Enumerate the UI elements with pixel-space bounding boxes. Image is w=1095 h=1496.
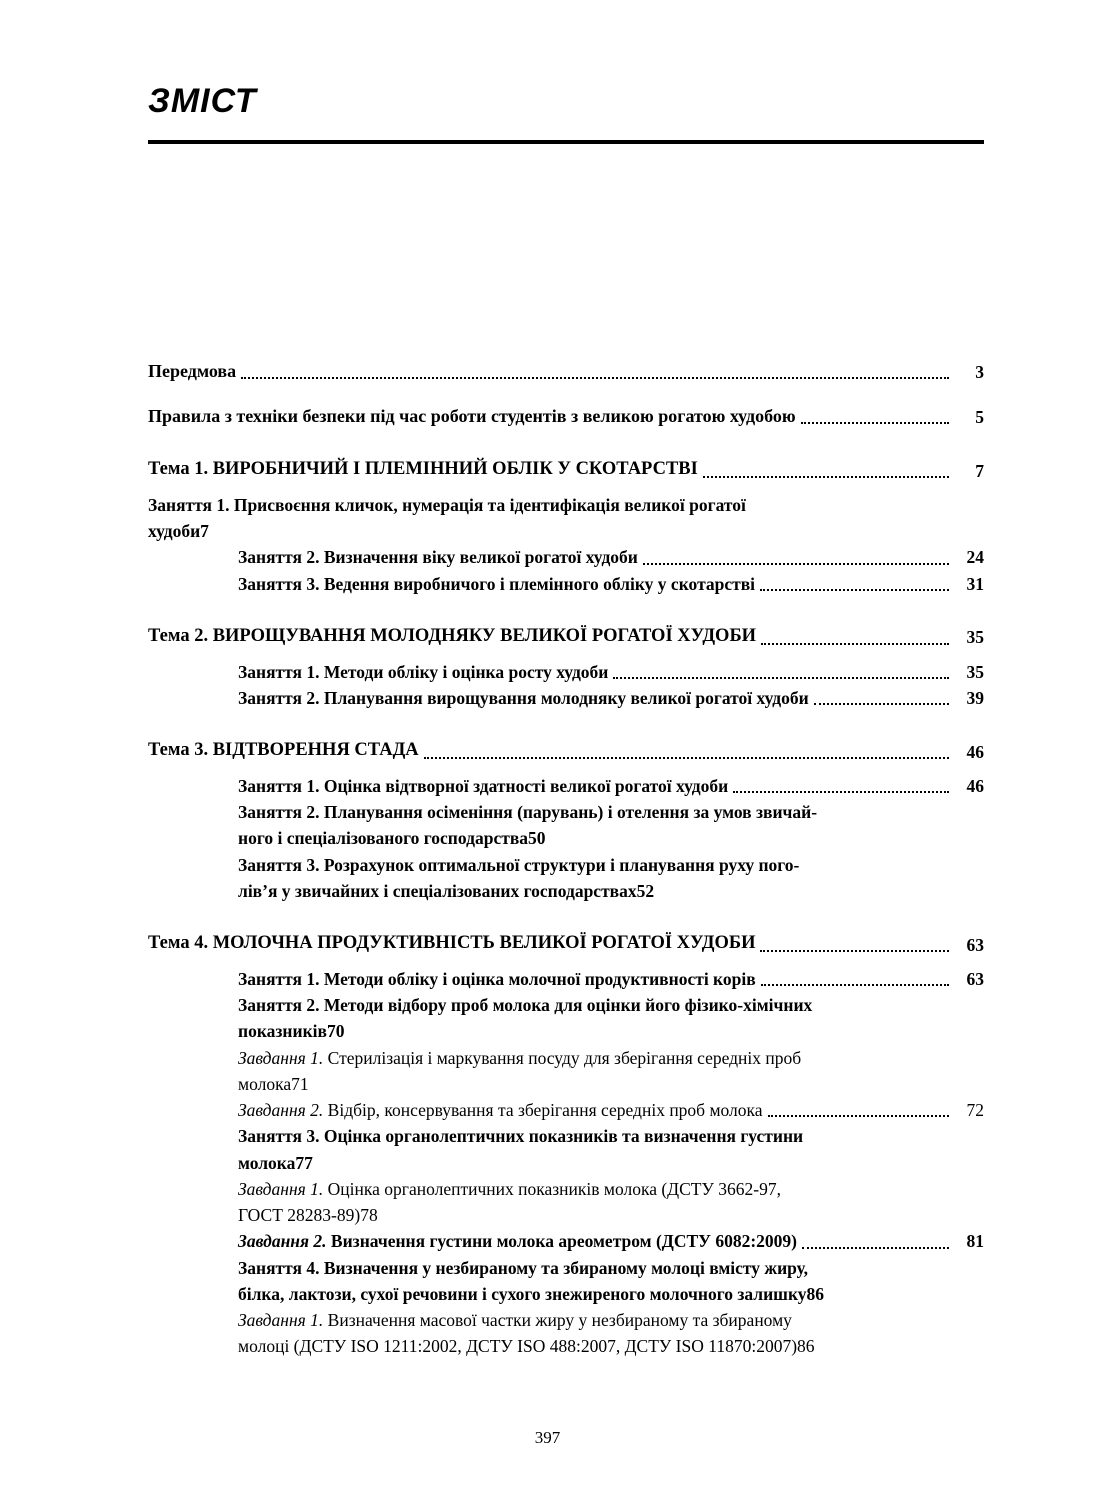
toc-entry-label: Правила з техніки безпеки під час роботи студентів з великою рогатою худобою bbox=[148, 406, 796, 426]
spacer bbox=[148, 651, 984, 659]
toc-page-number: 46 bbox=[966, 775, 984, 796]
toc-page-number: 35 bbox=[966, 627, 984, 648]
spacer bbox=[148, 765, 984, 773]
toc-entry[interactable] bbox=[148, 403, 984, 430]
toc-entry-task[interactable] bbox=[238, 1228, 984, 1254]
spacer bbox=[148, 597, 984, 623]
toc-page-number: 7 bbox=[200, 521, 209, 541]
toc-entry-lesson[interactable] bbox=[238, 966, 984, 992]
toc-entry-label: Заняття 3. Оцінка органолептичних показників та визначення густини bbox=[238, 1126, 804, 1147]
toc-entry-task[interactable] bbox=[238, 1097, 984, 1123]
toc-entry-lesson[interactable] bbox=[238, 544, 984, 570]
dot-leader bbox=[733, 790, 949, 793]
toc-page-number: 39 bbox=[966, 687, 984, 708]
toc-entry-label: Визначення масової частки жиру у незбираному та збираному bbox=[323, 1310, 792, 1330]
toc-entry-label: Заняття 2. Планування вирощування молодняку великої рогатої худоби bbox=[238, 687, 809, 708]
toc-entry-label: Заняття 2. Визначення віку великої рогатої худоби bbox=[238, 547, 638, 568]
toc-entry-label: Заняття 1. Методи обліку і оцінка молочної продуктивності корів bbox=[238, 968, 756, 989]
task-label: Завдання 1. bbox=[238, 1047, 324, 1068]
toc-entry-label-cont: худоби bbox=[148, 521, 201, 541]
toc-page-number: 24 bbox=[966, 547, 984, 568]
toc-entry-label: Тема 3. ВІДТВОРЕННЯ СТАДА bbox=[148, 740, 419, 760]
toc-entry-task[interactable] bbox=[238, 1176, 984, 1229]
task-label: Завдання 1. bbox=[238, 1178, 324, 1199]
dot-leader bbox=[760, 588, 949, 591]
toc-entry-lesson[interactable] bbox=[238, 659, 984, 685]
dot-leader bbox=[761, 983, 949, 986]
toc-entry-label: Визначення густини молока ареометром (ДСТУ 6082:2009) bbox=[326, 1231, 797, 1252]
toc-entry-label: Передмова bbox=[148, 361, 237, 381]
toc-entry-label: Заняття 3. Розрахунок оптимальної структури і планування руху пого- bbox=[238, 854, 800, 875]
toc-page-number: 63 bbox=[966, 934, 984, 955]
toc-entry-label: Заняття 1. Присвоєння кличок, нумерація та ідентифікація великої рогатої bbox=[148, 494, 746, 515]
spacer bbox=[148, 904, 984, 930]
toc-entry-theme[interactable] bbox=[148, 930, 984, 958]
toc-entry-label: Заняття 2. Методи відбору проб молока для оцінки його фізико-хімічних bbox=[238, 995, 813, 1015]
toc-page-number: 3 bbox=[975, 361, 984, 382]
task-label: Завдання 1. bbox=[238, 1310, 324, 1330]
toc-page-number: 77 bbox=[295, 1152, 313, 1173]
title-divider bbox=[148, 140, 984, 144]
toc-entry-label-cont: ного і спеціалізованого господарства bbox=[238, 828, 529, 849]
toc-entry-task[interactable] bbox=[238, 1307, 984, 1360]
toc-entry-lesson[interactable] bbox=[238, 571, 984, 597]
toc-entry-label-cont: молоці (ДСТУ ISO 1211:2002, ДСТУ ISO 488:2007, ДСТУ ISO 11870:2007) bbox=[238, 1336, 798, 1357]
toc-entry-label: Оцінка органолептичних показників молока (ДСТУ 3662-97, bbox=[323, 1178, 781, 1199]
toc-entry-lesson[interactable] bbox=[238, 773, 984, 799]
toc-entry-lesson[interactable] bbox=[238, 1255, 984, 1308]
toc-entry-theme[interactable] bbox=[148, 623, 984, 651]
toc-entry-label-cont: білка, лактози, сухої речовини і сухого знежиреного молочного залишку bbox=[238, 1283, 807, 1304]
toc-page-number: 71 bbox=[291, 1073, 309, 1094]
toc-page-number: 86 bbox=[806, 1283, 825, 1304]
toc-entry-label: Заняття 2. Планування осіменіння (парувань) і отелення за умов звичай- bbox=[238, 802, 818, 822]
toc-page-number: 63 bbox=[966, 968, 984, 989]
dot-leader bbox=[802, 1246, 949, 1249]
toc-entry-label: Заняття 1. Методи обліку і оцінка росту худоби bbox=[238, 661, 609, 682]
toc-entry-label: Відбір, консервування та зберігання середніх проб молока bbox=[323, 1100, 763, 1120]
task-label: Завдання 2. bbox=[238, 1100, 324, 1120]
toc-entry-label: Стерилізація і маркування посуду для зберігання середніх проб bbox=[323, 1047, 802, 1068]
toc-entry-lesson[interactable] bbox=[238, 1123, 984, 1176]
spacer bbox=[148, 430, 984, 456]
toc-page-number: 35 bbox=[966, 661, 984, 682]
toc-entry-theme[interactable] bbox=[148, 737, 984, 765]
toc-entry-task[interactable] bbox=[238, 1045, 984, 1098]
spacer bbox=[148, 958, 984, 966]
toc-entry-lesson[interactable] bbox=[238, 852, 984, 905]
spacer bbox=[148, 484, 984, 492]
toc-page-number: 46 bbox=[966, 741, 984, 762]
toc-page-number: 70 bbox=[327, 1021, 345, 1042]
toc-page-number: 5 bbox=[975, 406, 984, 427]
toc-entry-label-cont: молока bbox=[238, 1073, 292, 1094]
toc-entry-label-cont: молока bbox=[238, 1152, 296, 1173]
spacer bbox=[148, 711, 984, 737]
toc-entry-label-cont: ГОСТ 28283-89) bbox=[238, 1205, 361, 1225]
task-label: Завдання 2. bbox=[238, 1231, 327, 1252]
spacer bbox=[148, 385, 984, 403]
toc-entry-label: Заняття 1. Оцінка відтворної здатності великої рогатої худоби bbox=[238, 775, 729, 796]
dot-leader bbox=[761, 642, 949, 645]
toc-page-number: 86 bbox=[797, 1336, 815, 1357]
toc-page-number: 7 bbox=[975, 460, 984, 481]
dot-leader bbox=[643, 562, 949, 565]
dot-leader bbox=[760, 949, 949, 952]
toc-page-number: 72 bbox=[966, 1100, 984, 1120]
toc-entry-label: Заняття 3. Ведення виробничого і племінного обліку у скотарстві bbox=[238, 573, 756, 594]
toc-entry-lesson[interactable] bbox=[238, 799, 984, 852]
dot-leader bbox=[814, 702, 949, 705]
dot-leader bbox=[768, 1114, 949, 1117]
dot-leader bbox=[801, 421, 949, 424]
toc-entry-label-cont: лів’я у звичайних і спеціалізованих господарствах bbox=[238, 880, 637, 901]
dot-leader bbox=[613, 676, 949, 679]
table-of-contents bbox=[148, 358, 984, 1360]
toc-entry-label: Тема 4. МОЛОЧНА ПРОДУКТИВНІСТЬ ВЕЛИКОЇ РОГАТОЇ ХУДОБИ bbox=[148, 933, 756, 953]
toc-page-number: 52 bbox=[636, 880, 655, 901]
toc-entry-lesson[interactable] bbox=[148, 492, 984, 545]
page-title: ЗМІСТ bbox=[148, 82, 257, 120]
toc-entry-label: Тема 2. ВИРОЩУВАННЯ МОЛОДНЯКУ ВЕЛИКОЇ РОГАТОЇ ХУДОБИ bbox=[148, 625, 757, 646]
toc-entry-lesson[interactable] bbox=[238, 685, 984, 711]
dot-leader bbox=[241, 376, 949, 379]
toc-entry-label: Заняття 4. Визначення у незбираному та збираному молоці вмісту жиру, bbox=[238, 1257, 809, 1278]
dot-leader bbox=[703, 475, 949, 478]
toc-page-number: 31 bbox=[966, 573, 984, 594]
toc-page-number: 50 bbox=[528, 828, 546, 849]
toc-entry-lesson[interactable] bbox=[238, 992, 984, 1045]
toc-entry-label: Тема 1. ВИРОБНИЧИЙ І ПЛЕМІННИЙ ОБЛІК У СКОТАРСТВІ bbox=[148, 459, 698, 479]
toc-page-number: 78 bbox=[360, 1205, 378, 1225]
folio-page-number: 397 bbox=[534, 1428, 561, 1447]
dot-leader bbox=[424, 756, 949, 759]
toc-entry-label-cont: показників bbox=[238, 1021, 327, 1042]
toc-entry-theme[interactable] bbox=[148, 456, 984, 484]
toc-entry[interactable] bbox=[148, 358, 984, 385]
toc-page-number: 81 bbox=[966, 1231, 984, 1252]
